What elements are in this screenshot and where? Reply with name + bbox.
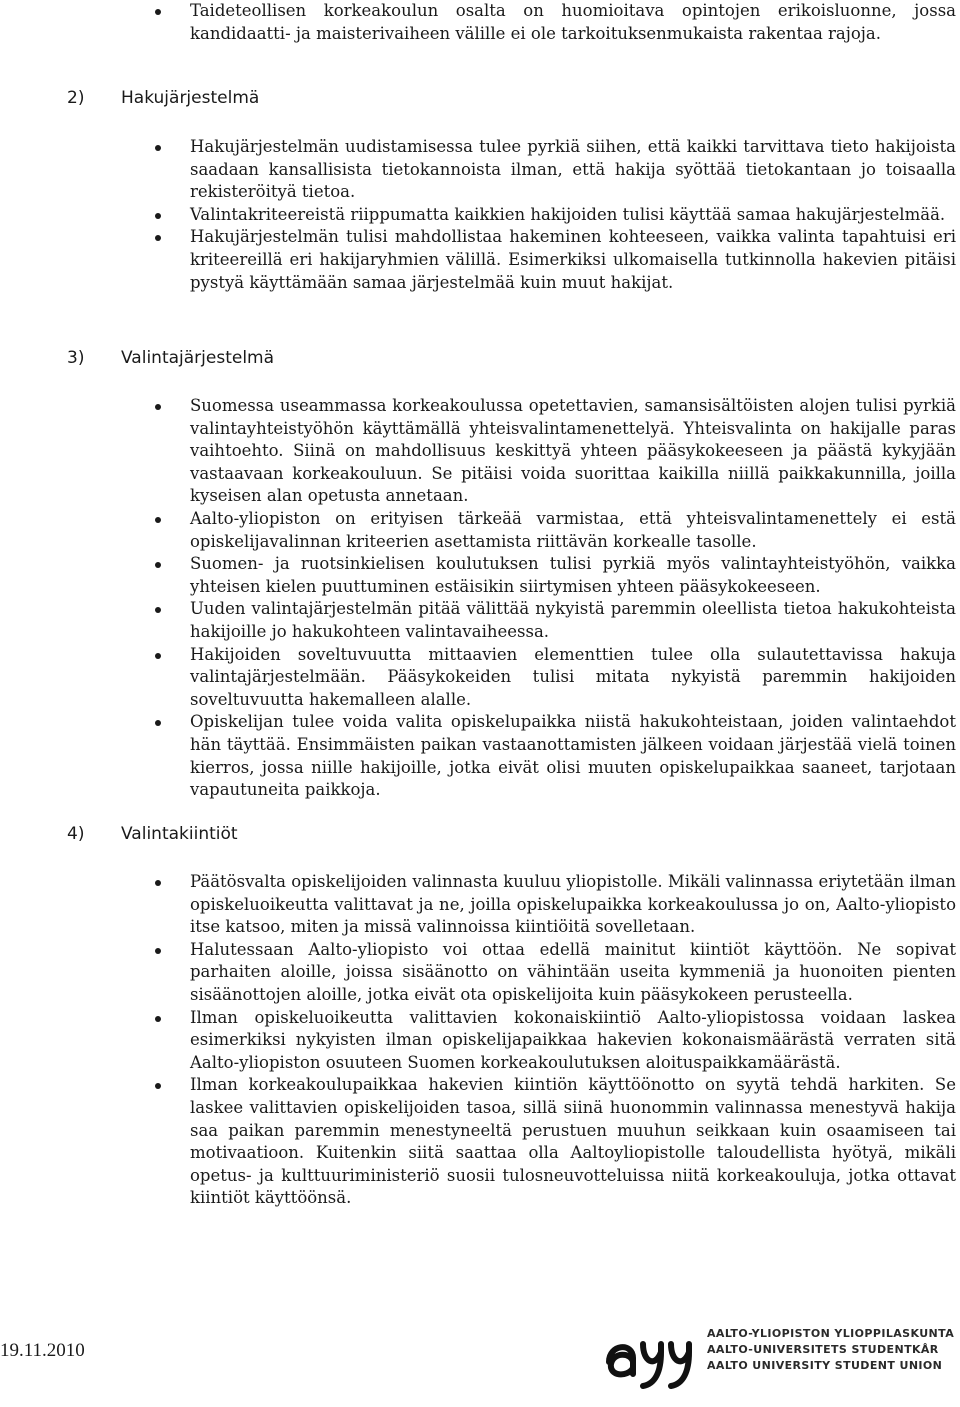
list-item: Hakijoiden soveltuvuutta mittaavien elementtien tulee olla sulautettavissa hakuja valintajärjestelmään. Pääsykokeiden tulisi mitata nykyistä paremmin hakijoiden soveltuvuutta hakemalleen alalle. — [0, 644, 960, 712]
footer-date: 19.11.2010 — [0, 1340, 85, 1361]
logo-line-en: AALTO UNIVERSITY STUDENT UNION — [707, 1359, 943, 1372]
bullet-icon — [155, 948, 161, 954]
bullet-icon — [155, 404, 161, 410]
list-item: Opiskelijan tulee voida valita opiskelupaikka niistä hakukohteistaan, joiden valintaehdot hän täyttää. Ensimmäisten paikan vastaanottamisten jälkeen voidaan järjestää vielä toinen kierros, jossa niille hakijoille, jotka eivät olisi muuten opiskelupaikkaa saaneet, tarjotaan vapautuneita paikkoja. — [0, 711, 960, 801]
logo-line-sv: AALTO-UNIVERSITETS STUDENTKÅR — [707, 1343, 939, 1356]
list-item: Uuden valintajärjestelmän pitää välittää nykyistä paremmin oleellista tietoa hakukohteista hakijoille jo hakukohteen valintavaiheessa. — [0, 598, 960, 643]
list-item: Hakujärjestelmän tulisi mahdollistaa hakeminen kohteeseen, vaikka valinta tapahtuisi eri kriteereillä eri hakijaryhmien välillä. Esimerkiksi ulkomaisella tutkinnolla hakevien pitäisi pystyä käyttämään samaa järjestelmää kuin muut hakijat. — [0, 226, 960, 294]
list-item: Suomessa useammassa korkeakoulussa opetettavien, samansisältöisten alojen tulisi pyrkiä valintayhteistyöhön käyttämällä yhteisvalintamenettelyä. Yhteisvalinta on hakijalle paras vaihtoehto. Siinä on mahdollisuus keskittyä yhteen pääsykokeeseen ja päästä kykyjään vastaavaan korkeakouluun. Se pitäisi voida suorittaa kaikilla niillä paikkakunnilla, joilla kyseisen alan opetusta annetaan. — [0, 395, 960, 508]
logo-line-fi: AALTO-YLIOPISTON YLIOPPILASKUNTA — [707, 1327, 955, 1340]
list-item: Päätösvalta opiskelijoiden valinnasta kuuluu yliopistolle. Mikäli valinnassa eriytetään ilman opiskeluoikeutta valittavat ja ne, joilla opiskelupaikka korkeakoulussa jo on, Aalto-yliopisto itse katsoo, miten ja missä valinnoissa kiintiöitä sovelletaan. — [0, 871, 960, 939]
section-4-list — [0, 871, 960, 1210]
bullet-icon — [155, 880, 161, 886]
ayy-logo-mark-icon — [603, 1322, 703, 1390]
bullet-icon — [155, 517, 161, 523]
bullet-icon — [155, 562, 161, 568]
bullet-icon — [155, 720, 161, 726]
list-item: Halutessaan Aalto-yliopisto voi ottaa edellä mainitut kiintiöt käyttöön. Ne sopivat parhaiten aloille, joissa sisäänotto on vähintään useita kymmeniä ja huonoiten pienten sisäänottojen aloille, jotka eivät ota opiskelijoita kuin pääsykokeen perusteella. — [0, 939, 960, 1007]
bullet-icon — [155, 235, 161, 241]
section-2-list — [0, 136, 960, 294]
list-item: Taideteollisen korkeakoulun osalta on huomioitava opintojen erikoisluonne, jossa kandidaatti- ja maisterivaiheen välille ei ole tarkoituksenmukaista rakentaa rajoja. — [0, 0, 960, 45]
ayy-logo-text — [707, 1326, 954, 1374]
intro-list — [0, 0, 960, 45]
bullet-icon — [155, 607, 161, 613]
section-3-list — [0, 395, 960, 802]
bullet-icon — [155, 1083, 161, 1089]
bullet-icon — [155, 653, 161, 659]
list-item: Valintakriteereistä riippumatta kaikkien hakijoiden tulisi käyttää samaa hakujärjestelmää. — [0, 204, 960, 227]
section-heading-3: 3) Valintajärjestelmä — [67, 348, 275, 368]
list-item: Hakujärjestelmän uudistamisessa tulee pyrkiä siihen, että kaikki tarvittava tieto hakijoista saadaan kansallisista tietokannoista ilman, että hakija syöttää tietokantaan jo toisaalla rekisteröityä tietoa. — [0, 136, 960, 204]
list-item: Ilman korkeakoulupaikkaa hakevien kiintiön käyttöönotto on syytä tehdä harkiten. Se laskee valittavien opiskelijoiden tasoa, sillä siinä huonommin valinnassa menestyvä hakija saa paikan paremmin menestyneeltä perustuen muuhun seikkaan kuin osaamiseen tai motivaatioon. Kuitenkin siitä saattaa olla Aaltoyliopistolle taloudellista hyötyä, mikäli opetus- ja kulttuuriministeriö suosii tulosneuvotteluissa niitä korkeakouluja, jotka ottavat kiintiöt käyttöönsä. — [0, 1074, 960, 1210]
bullet-icon — [155, 145, 161, 151]
section-heading-2: 2) Hakujärjestelmä — [67, 88, 260, 108]
bullet-icon — [155, 9, 161, 15]
bullet-icon — [155, 213, 161, 219]
list-item: Aalto-yliopiston on erityisen tärkeää varmistaa, että yhteisvalintamenettely ei estä opiskelijavalinnan kriteerien asettamista riittävän korkealle tasolle. — [0, 508, 960, 553]
list-item: Suomen- ja ruotsinkielisen koulutuksen tulisi pyrkiä myös valintayhteistyöhön, vaikka yhteisen kielen puuttuminen estäisikin siirtymisen yhteen pääsykokeeseen. — [0, 553, 960, 598]
list-item: Ilman opiskeluoikeutta valittavien kokonaiskiintiö Aalto-yliopistossa voidaan laskea esimerkiksi nykyisten ilman opiskelijapaikkaa hakevien kokonaismäärästä verraten sitä Aalto-yliopiston osuuteen Suomen korkeakoulutuksen aloituspaikkamäärästä. — [0, 1007, 960, 1075]
section-heading-4: 4) Valintakiintiöt — [67, 824, 238, 844]
bullet-icon — [155, 1016, 161, 1022]
ayy-logo — [603, 1322, 958, 1390]
